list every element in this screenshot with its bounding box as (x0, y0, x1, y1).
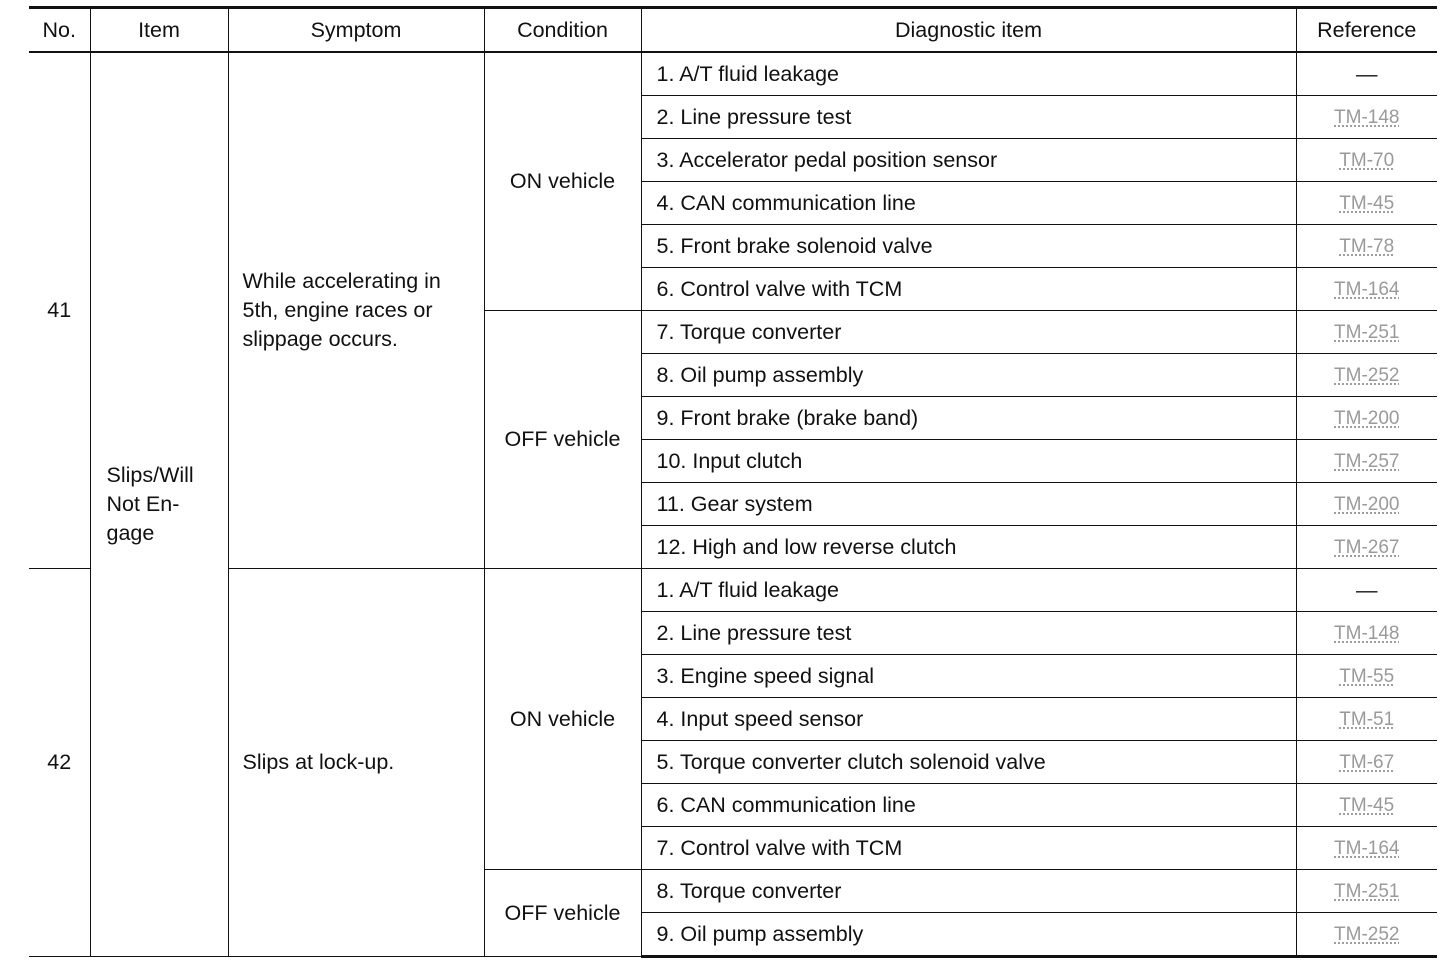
reference-cell (1296, 569, 1437, 612)
symptom-text: While accelerating in 5th, engine races or slippage occurs. (228, 52, 484, 569)
reference-link[interactable]: TM-51 (1339, 709, 1395, 730)
table-body (29, 52, 1437, 957)
reference-cell (1296, 225, 1437, 268)
reference-link[interactable]: TM-70 (1339, 150, 1395, 171)
reference-cell (1296, 655, 1437, 698)
diagnostic-item: 12. High and low reverse clutch (641, 526, 1296, 569)
reference-link[interactable]: TM-45 (1339, 193, 1395, 214)
reference-link[interactable]: TM-164 (1334, 838, 1400, 859)
reference-cell (1296, 870, 1437, 913)
reference-link[interactable]: TM-200 (1334, 494, 1400, 515)
reference-link[interactable]: TM-251 (1334, 881, 1400, 902)
header-item: Item (90, 8, 228, 53)
diagnostic-item: 6. Control valve with TCM (641, 268, 1296, 311)
diagnostic-item: 10. Input clutch (641, 440, 1296, 483)
diagnostic-item: 11. Gear system (641, 483, 1296, 526)
reference-cell (1296, 139, 1437, 182)
header-no: No. (29, 8, 90, 53)
diagnostic-item: 2. Line pressure test (641, 96, 1296, 139)
condition-label: OFF vehicle (484, 870, 641, 957)
item-number: 41 (29, 52, 90, 569)
reference-cell (1296, 52, 1437, 96)
table-row (29, 52, 1437, 96)
condition-label: ON vehicle (484, 52, 641, 311)
reference-link[interactable]: TM-252 (1334, 365, 1400, 386)
diagnostic-item: 5. Front brake solenoid valve (641, 225, 1296, 268)
item-name: Slips/Will Not En-gage (90, 52, 228, 957)
reference-link[interactable]: TM-67 (1339, 752, 1395, 773)
item-number: 42 (29, 569, 90, 957)
reference-link[interactable]: TM-78 (1339, 236, 1395, 257)
header-symptom: Symptom (228, 8, 484, 53)
reference-cell (1296, 182, 1437, 225)
header-diagnostic-item: Diagnostic item (641, 8, 1296, 53)
reference-cell (1296, 397, 1437, 440)
diagnostic-item: 6. CAN communication line (641, 784, 1296, 827)
reference-none: — (1356, 577, 1378, 602)
table-row (29, 569, 1437, 612)
diagnostic-item: 4. Input speed sensor (641, 698, 1296, 741)
reference-link[interactable]: TM-55 (1339, 666, 1395, 687)
diagnostic-item: 9. Oil pump assembly (641, 913, 1296, 957)
reference-none: — (1356, 61, 1378, 86)
reference-cell (1296, 311, 1437, 354)
reference-cell (1296, 913, 1437, 957)
diagnostic-item: 9. Front brake (brake band) (641, 397, 1296, 440)
diagnostic-item: 8. Torque converter (641, 870, 1296, 913)
reference-cell (1296, 698, 1437, 741)
header-condition: Condition (484, 8, 641, 53)
diagnostic-item: 1. A/T fluid leakage (641, 52, 1296, 96)
reference-cell (1296, 612, 1437, 655)
reference-link[interactable]: TM-164 (1334, 279, 1400, 300)
diagnostic-item: 8. Oil pump assembly (641, 354, 1296, 397)
reference-link[interactable]: TM-45 (1339, 795, 1395, 816)
diagnostic-item: 3. Accelerator pedal position sensor (641, 139, 1296, 182)
reference-link[interactable]: TM-252 (1334, 924, 1400, 945)
diagnostic-item: 4. CAN communication line (641, 182, 1296, 225)
reference-link[interactable]: TM-200 (1334, 408, 1400, 429)
reference-cell (1296, 440, 1437, 483)
reference-link[interactable]: TM-267 (1334, 537, 1400, 558)
reference-cell (1296, 784, 1437, 827)
reference-link[interactable]: TM-148 (1334, 623, 1400, 644)
reference-cell (1296, 354, 1437, 397)
diagnostic-item: 5. Torque converter clutch solenoid valve (641, 741, 1296, 784)
diagnostic-item: 7. Control valve with TCM (641, 827, 1296, 870)
reference-cell (1296, 96, 1437, 139)
condition-label: OFF vehicle (484, 311, 641, 569)
diagnostic-item: 3. Engine speed signal (641, 655, 1296, 698)
reference-cell (1296, 268, 1437, 311)
diagnostic-table (29, 6, 1437, 958)
header-row (29, 8, 1437, 53)
header-reference: Reference (1296, 8, 1437, 53)
condition-label: ON vehicle (484, 569, 641, 870)
reference-cell (1296, 526, 1437, 569)
reference-link[interactable]: TM-148 (1334, 107, 1400, 128)
reference-link[interactable]: TM-257 (1334, 451, 1400, 472)
reference-cell (1296, 827, 1437, 870)
reference-cell (1296, 741, 1437, 784)
symptom-text: Slips at lock-up. (228, 569, 484, 957)
diagnostic-item: 2. Line pressure test (641, 612, 1296, 655)
reference-link[interactable]: TM-251 (1334, 322, 1400, 343)
diagnostic-item: 1. A/T fluid leakage (641, 569, 1296, 612)
reference-cell (1296, 483, 1437, 526)
diagnostic-item: 7. Torque converter (641, 311, 1296, 354)
